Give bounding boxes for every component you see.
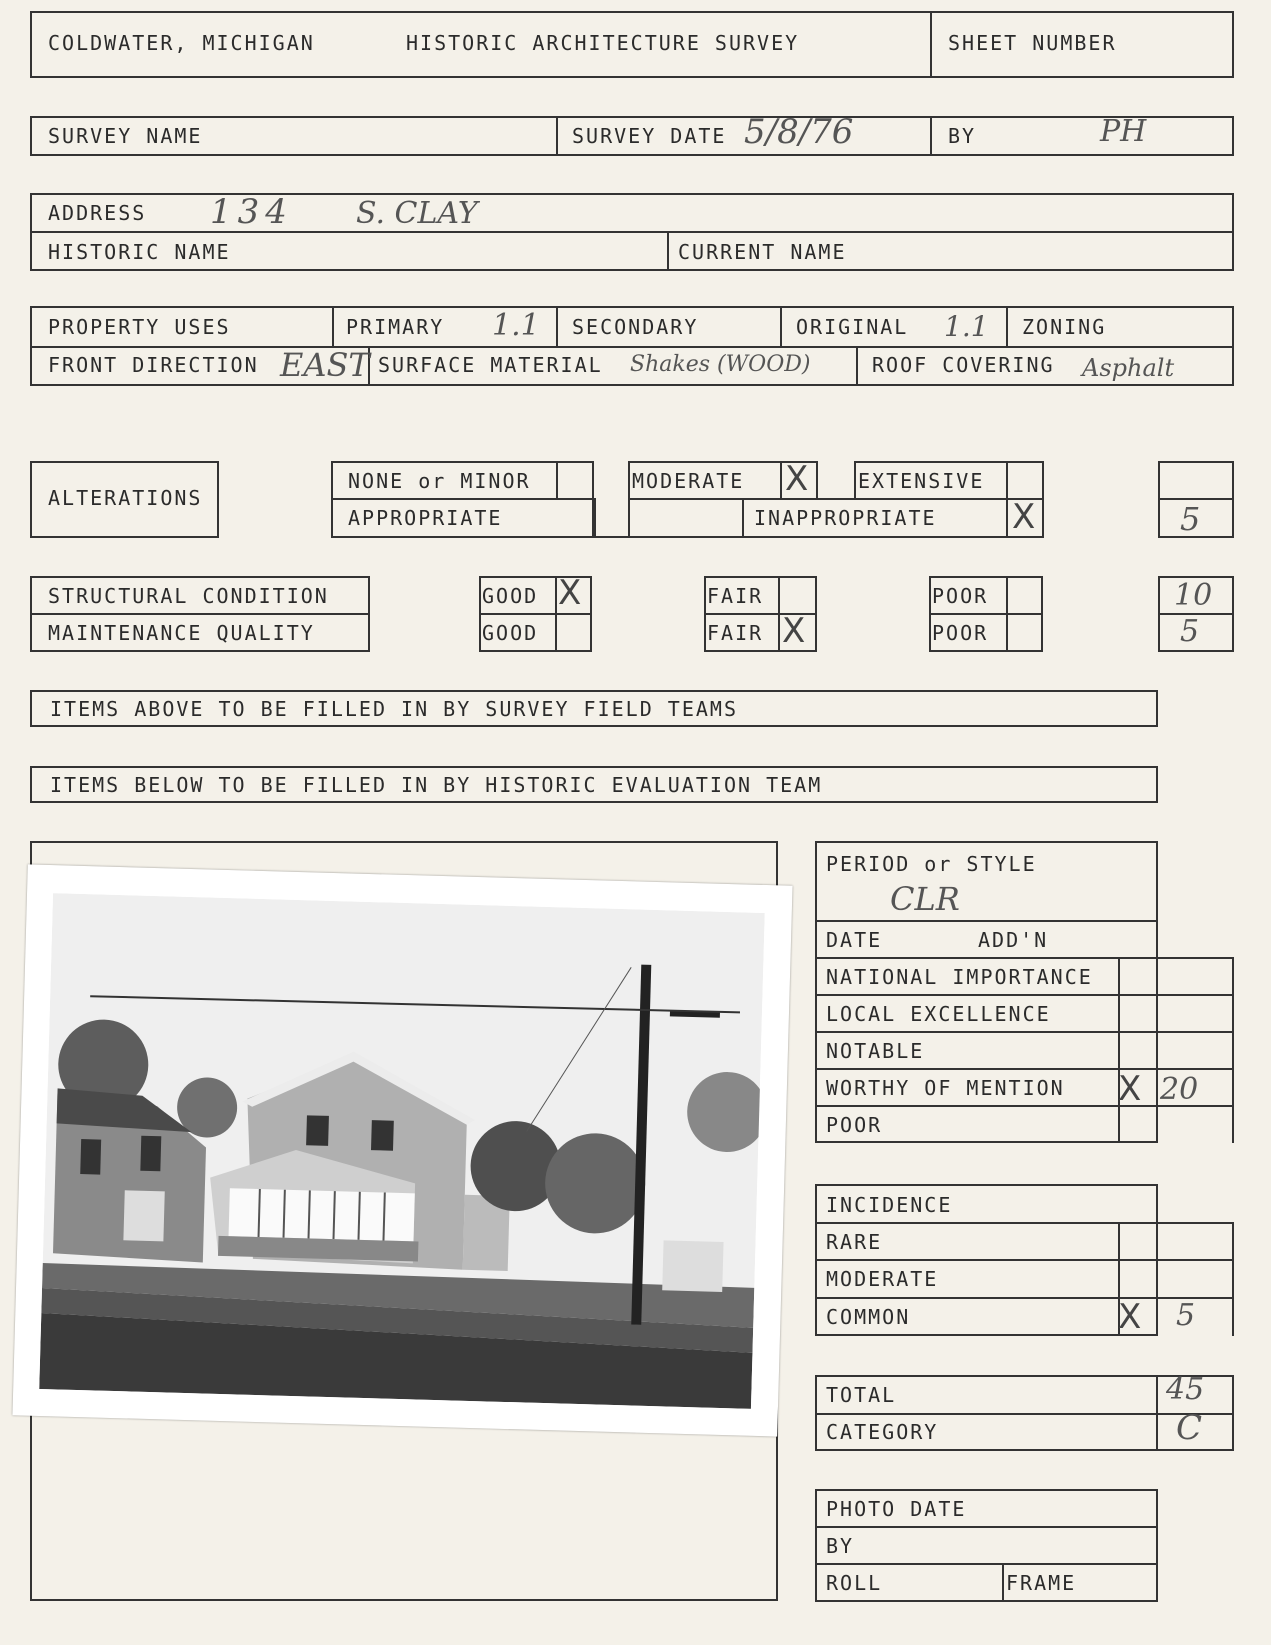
survey-date-label: SURVEY DATE: [572, 124, 727, 148]
roll-label: ROLL: [826, 1571, 883, 1595]
category-label: CATEGORY: [826, 1420, 939, 1444]
property-uses-label: PROPERTY USES: [48, 315, 231, 339]
maintenance-quality-label: MAINTENANCE QUALITY: [48, 621, 315, 645]
historic-name-label: HISTORIC NAME: [48, 240, 231, 264]
local-excellence-label: LOCAL EXCELLENCE: [826, 1002, 1051, 1026]
national-importance-label: NATIONAL IMPORTANCE: [826, 965, 1093, 989]
surface-material-label: SURFACE MATERIAL: [378, 353, 603, 377]
alterations-inappropriate: INAPPROPRIATE: [754, 506, 937, 530]
roof-covering-label: ROOF COVERING: [872, 353, 1055, 377]
alterations-moderate-mark: X: [785, 459, 809, 499]
maintenance-good: GOOD: [482, 621, 539, 645]
structural-good: GOOD: [482, 584, 539, 608]
current-name-label: CURRENT NAME: [678, 240, 847, 264]
house-photo-image: [39, 893, 765, 1409]
photo-date-label: PHOTO DATE: [826, 1497, 967, 1521]
structural-poor: POOR: [932, 584, 989, 608]
maintenance-score: 5: [1180, 614, 1200, 649]
alterations-moderate: MODERATE: [632, 469, 745, 493]
common-label: COMMON: [826, 1305, 911, 1329]
address-label: ADDRESS: [48, 201, 147, 225]
primary-label: PRIMARY: [346, 315, 445, 339]
period-style-label: PERIOD or STYLE: [826, 852, 1037, 876]
worthy-mark: X: [1118, 1069, 1142, 1109]
structural-condition-label: STRUCTURAL CONDITION: [48, 584, 329, 608]
maintenance-fair: FAIR: [707, 621, 764, 645]
surface-material-value: Shakes (WOOD): [630, 352, 811, 377]
maintenance-poor: POOR: [932, 621, 989, 645]
alterations-none-minor: NONE or MINOR: [348, 469, 531, 493]
moderate-label: MODERATE: [826, 1267, 939, 1291]
photo-by-label: BY: [826, 1534, 855, 1558]
notable-label: NOTABLE: [826, 1039, 925, 1063]
rare-label: RARE: [826, 1230, 883, 1254]
common-mark: X: [1118, 1297, 1142, 1337]
structural-fair: FAIR: [707, 584, 764, 608]
zoning-label: ZONING: [1022, 315, 1107, 339]
secondary-label: SECONDARY: [572, 315, 699, 339]
city-label: COLDWATER, MICHIGAN: [48, 31, 315, 55]
maintenance-fair-mark: X: [782, 611, 806, 651]
note-above: ITEMS ABOVE TO BE FILLED IN BY SURVEY FIELD TEAMS: [50, 697, 739, 721]
structural-score: 10: [1174, 578, 1213, 613]
address-street: S. CLAY: [356, 196, 478, 231]
alterations-inappropriate-mark: X: [1012, 497, 1036, 537]
front-direction-value: EAST: [280, 346, 370, 384]
house-photograph: [12, 864, 792, 1436]
roof-covering-value: Asphalt: [1082, 354, 1175, 382]
addn-label: ADD'N: [978, 928, 1049, 952]
date-label: DATE: [826, 928, 883, 952]
eval-poor-label: POOR: [826, 1113, 883, 1137]
by-label: BY: [948, 124, 977, 148]
worthy-of-mention-label: WORTHY OF MENTION: [826, 1076, 1065, 1100]
alterations-score: 5: [1180, 500, 1201, 538]
worthy-score: 20: [1160, 1072, 1199, 1107]
front-direction-label: FRONT DIRECTION: [48, 353, 259, 377]
alterations-label: ALTERATIONS: [48, 486, 203, 510]
note-below: ITEMS BELOW TO BE FILLED IN BY HISTORIC EVALUATION TEAM: [50, 773, 823, 797]
form-title: HISTORIC ARCHITECTURE SURVEY: [406, 31, 800, 55]
total-value: 45: [1166, 1372, 1205, 1407]
incidence-label: INCIDENCE: [826, 1193, 953, 1217]
period-style-value: CLR: [890, 880, 960, 918]
original-label: ORIGINAL: [796, 315, 909, 339]
original-value: 1.1: [944, 310, 989, 343]
primary-value: 1.1: [492, 308, 540, 343]
survey-date-value: 5/8/76: [744, 112, 854, 152]
common-score: 5: [1176, 1298, 1196, 1333]
by-value: PH: [1100, 114, 1147, 149]
category-value: C: [1176, 1408, 1203, 1448]
alterations-extensive: EXTENSIVE: [858, 469, 985, 493]
structural-good-mark: X: [558, 573, 582, 613]
alterations-appropriate: APPROPRIATE: [348, 506, 503, 530]
address-number: 134: [210, 192, 293, 232]
sheet-number-label: SHEET NUMBER: [948, 31, 1117, 55]
frame-label: FRAME: [1006, 1571, 1077, 1595]
survey-name-label: SURVEY NAME: [48, 124, 203, 148]
total-label: TOTAL: [826, 1383, 897, 1407]
